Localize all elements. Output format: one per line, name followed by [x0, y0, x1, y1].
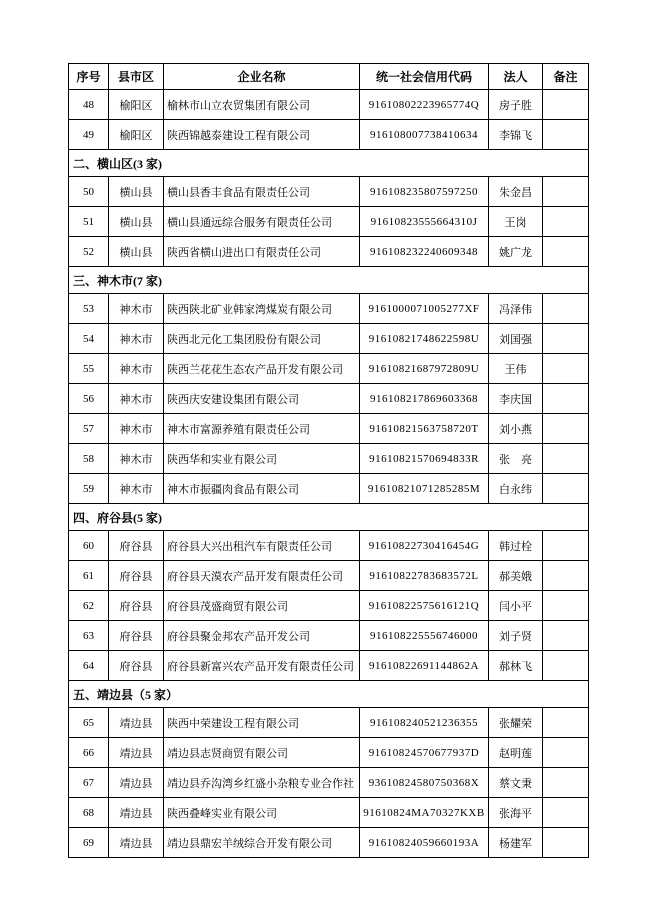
remark-cell [543, 90, 589, 120]
table-row [69, 414, 589, 444]
table-row [69, 591, 589, 621]
legal-person-cell: 杨建军 [489, 828, 543, 858]
remark-cell [543, 474, 589, 504]
credit-code-cell: 91610824059660193A [360, 828, 489, 858]
section-header-row [69, 504, 589, 531]
legal-person-cell: 郝林飞 [489, 651, 543, 681]
legal-person-cell: 姚广龙 [489, 237, 543, 267]
remark-cell [543, 828, 589, 858]
row-number-cell: 53 [69, 294, 109, 324]
table-row [69, 474, 589, 504]
credit-code-cell: 91610823555664310J [360, 207, 489, 237]
section-header-label: 三、神木市(7 家) [69, 267, 589, 294]
remark-cell [543, 414, 589, 444]
remark-cell [543, 768, 589, 798]
table-row [69, 294, 589, 324]
credit-code-cell: 916108232240609348 [360, 237, 489, 267]
table-row [69, 354, 589, 384]
company-name-cell: 陕西省横山进出口有限责任公司 [164, 237, 360, 267]
row-number-cell: 59 [69, 474, 109, 504]
legal-person-cell: 张耀荣 [489, 708, 543, 738]
row-number-cell: 66 [69, 738, 109, 768]
column-header-remark: 备注 [543, 64, 589, 90]
table-row [69, 651, 589, 681]
credit-code-cell: 916108235807597250 [360, 177, 489, 207]
column-header-district: 县市区 [109, 64, 164, 90]
legal-person-cell: 白永纬 [489, 474, 543, 504]
district-cell: 府谷县 [109, 651, 164, 681]
credit-code-cell: 916108225556746000 [360, 621, 489, 651]
table-row [69, 708, 589, 738]
district-cell: 靖边县 [109, 768, 164, 798]
credit-code-cell: 91610824570677937D [360, 738, 489, 768]
district-cell: 靖边县 [109, 828, 164, 858]
section-header-row [69, 267, 589, 294]
remark-cell [543, 384, 589, 414]
remark-cell [543, 444, 589, 474]
company-name-cell: 府谷县茂盛商贸有限公司 [164, 591, 360, 621]
remark-cell [543, 708, 589, 738]
table-row [69, 324, 589, 354]
legal-person-cell: 蔡文秉 [489, 768, 543, 798]
company-name-cell: 陕西叠峰实业有限公司 [164, 798, 360, 828]
district-cell: 神木市 [109, 324, 164, 354]
district-cell: 靖边县 [109, 738, 164, 768]
table-row [69, 531, 589, 561]
credit-code-cell: 916108240521236355 [360, 708, 489, 738]
company-table [68, 63, 589, 858]
section-header-label: 四、府谷县(5 家) [69, 504, 589, 531]
row-number-cell: 49 [69, 120, 109, 150]
district-cell: 神木市 [109, 354, 164, 384]
section-header-row [69, 150, 589, 177]
credit-code-cell: 91610824MA70327KXB [360, 798, 489, 828]
legal-person-cell: 张 亮 [489, 444, 543, 474]
legal-person-cell: 闫小平 [489, 591, 543, 621]
table-row [69, 237, 589, 267]
legal-person-cell: 李锦飞 [489, 120, 543, 150]
legal-person-cell: 王伟 [489, 354, 543, 384]
row-number-cell: 55 [69, 354, 109, 384]
company-name-cell: 府谷县新富兴农产品开发有限责任公司 [164, 651, 360, 681]
table-row [69, 798, 589, 828]
remark-cell [543, 294, 589, 324]
district-cell: 神木市 [109, 444, 164, 474]
table-header-row [69, 64, 589, 90]
legal-person-cell: 赵明莲 [489, 738, 543, 768]
table-row [69, 120, 589, 150]
remark-cell [543, 120, 589, 150]
legal-person-cell: 李庆国 [489, 384, 543, 414]
credit-code-cell: 91610821748622598U [360, 324, 489, 354]
table-row [69, 828, 589, 858]
row-number-cell: 52 [69, 237, 109, 267]
table-row [69, 177, 589, 207]
district-cell: 靖边县 [109, 708, 164, 738]
table-row [69, 561, 589, 591]
credit-code-cell: 93610824580750368X [360, 768, 489, 798]
company-name-cell: 陕西中荣建设工程有限公司 [164, 708, 360, 738]
row-number-cell: 48 [69, 90, 109, 120]
legal-person-cell: 郝美娥 [489, 561, 543, 591]
district-cell: 府谷县 [109, 621, 164, 651]
legal-person-cell: 王岗 [489, 207, 543, 237]
remark-cell [543, 798, 589, 828]
credit-code-cell: 91610821071285285M [360, 474, 489, 504]
district-cell: 靖边县 [109, 798, 164, 828]
credit-code-cell: 91610822691144862A [360, 651, 489, 681]
remark-cell [543, 354, 589, 384]
remark-cell [543, 621, 589, 651]
company-name-cell: 靖边县志贤商贸有限公司 [164, 738, 360, 768]
company-name-cell: 府谷县大兴出租汽车有限责任公司 [164, 531, 360, 561]
table-row [69, 768, 589, 798]
column-header-legal-person: 法人 [489, 64, 543, 90]
credit-code-cell: 916108217869603368 [360, 384, 489, 414]
legal-person-cell: 刘国强 [489, 324, 543, 354]
row-number-cell: 54 [69, 324, 109, 354]
legal-person-cell: 冯泽伟 [489, 294, 543, 324]
credit-code-cell: 91610821570694833R [360, 444, 489, 474]
district-cell: 榆阳区 [109, 120, 164, 150]
district-cell: 府谷县 [109, 561, 164, 591]
section-header-row [69, 681, 589, 708]
row-number-cell: 56 [69, 384, 109, 414]
credit-code-cell: 91610822730416454G [360, 531, 489, 561]
credit-code-cell: 916108007738410634 [360, 120, 489, 150]
remark-cell [543, 591, 589, 621]
credit-code-cell: 91610821687972809U [360, 354, 489, 384]
company-name-cell: 府谷县聚金邦农产品开发公司 [164, 621, 360, 651]
row-number-cell: 62 [69, 591, 109, 621]
company-name-cell: 府谷县天漠农产品开发有限责任公司 [164, 561, 360, 591]
company-name-cell: 陕西北元化工集团股份有限公司 [164, 324, 360, 354]
row-number-cell: 50 [69, 177, 109, 207]
company-name-cell: 横山县香丰食品有限责任公司 [164, 177, 360, 207]
company-name-cell: 陕西庆安建设集团有限公司 [164, 384, 360, 414]
company-name-cell: 陕西陕北矿业韩家湾煤炭有限公司 [164, 294, 360, 324]
remark-cell [543, 324, 589, 354]
remark-cell [543, 561, 589, 591]
legal-person-cell: 刘小燕 [489, 414, 543, 444]
row-number-cell: 65 [69, 708, 109, 738]
row-number-cell: 60 [69, 531, 109, 561]
district-cell: 横山县 [109, 207, 164, 237]
table-row [69, 207, 589, 237]
row-number-cell: 63 [69, 621, 109, 651]
district-cell: 神木市 [109, 414, 164, 444]
remark-cell [543, 237, 589, 267]
district-cell: 府谷县 [109, 531, 164, 561]
company-name-cell: 陕西兰花花生态农产品开发有限公司 [164, 354, 360, 384]
section-header-label: 二、横山区(3 家) [69, 150, 589, 177]
table-row [69, 384, 589, 414]
column-header-credit-code: 统一社会信用代码 [360, 64, 489, 90]
legal-person-cell: 韩过栓 [489, 531, 543, 561]
table-row [69, 621, 589, 651]
table-row [69, 444, 589, 474]
column-header-index: 序号 [69, 64, 109, 90]
legal-person-cell: 刘子贤 [489, 621, 543, 651]
company-name-cell: 靖边县乔沟湾乡红盛小杂粮专业合作社 [164, 768, 360, 798]
credit-code-cell: 91610821563758720T [360, 414, 489, 444]
table-row [69, 90, 589, 120]
district-cell: 府谷县 [109, 591, 164, 621]
company-name-cell: 横山县通远综合服务有限责任公司 [164, 207, 360, 237]
row-number-cell: 68 [69, 798, 109, 828]
district-cell: 神木市 [109, 294, 164, 324]
company-name-cell: 靖边县鼎宏羊绒综合开发有限公司 [164, 828, 360, 858]
district-cell: 横山县 [109, 237, 164, 267]
credit-code-cell: 9161000071005277XF [360, 294, 489, 324]
remark-cell [543, 207, 589, 237]
district-cell: 神木市 [109, 474, 164, 504]
row-number-cell: 69 [69, 828, 109, 858]
section-header-label: 五、靖边县（5 家） [69, 681, 589, 708]
legal-person-cell: 房子胜 [489, 90, 543, 120]
remark-cell [543, 177, 589, 207]
remark-cell [543, 738, 589, 768]
row-number-cell: 51 [69, 207, 109, 237]
credit-code-cell: 91610822575616121Q [360, 591, 489, 621]
remark-cell [543, 531, 589, 561]
district-cell: 神木市 [109, 384, 164, 414]
credit-code-cell: 91610822783683572L [360, 561, 489, 591]
row-number-cell: 57 [69, 414, 109, 444]
company-name-cell: 陕西华和实业有限公司 [164, 444, 360, 474]
column-header-company: 企业名称 [164, 64, 360, 90]
legal-person-cell: 朱金昌 [489, 177, 543, 207]
company-name-cell: 神木市振疆肉食品有限公司 [164, 474, 360, 504]
company-name-cell: 神木市富源养殖有限责任公司 [164, 414, 360, 444]
row-number-cell: 58 [69, 444, 109, 474]
company-name-cell: 陕西锦越泰建设工程有限公司 [164, 120, 360, 150]
row-number-cell: 61 [69, 561, 109, 591]
table-row [69, 738, 589, 768]
remark-cell [543, 651, 589, 681]
company-name-cell: 榆林市山立农贸集团有限公司 [164, 90, 360, 120]
row-number-cell: 67 [69, 768, 109, 798]
legal-person-cell: 张海平 [489, 798, 543, 828]
credit-code-cell: 91610802223965774Q [360, 90, 489, 120]
row-number-cell: 64 [69, 651, 109, 681]
district-cell: 榆阳区 [109, 90, 164, 120]
district-cell: 横山县 [109, 177, 164, 207]
